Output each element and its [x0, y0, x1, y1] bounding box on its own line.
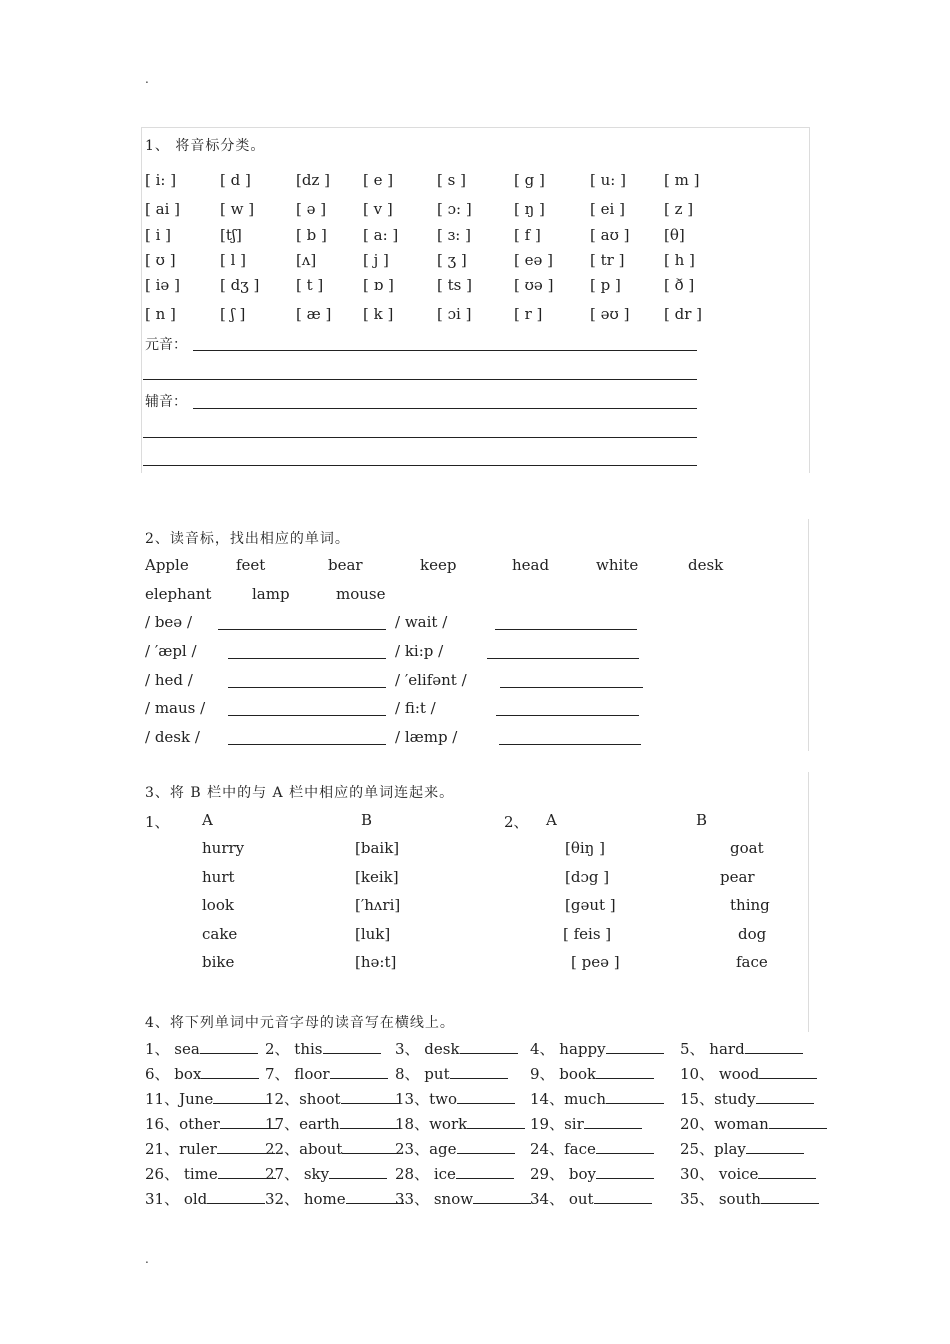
consonant-label: 辅音： — [145, 394, 187, 410]
section1-title: 1、 将音标分类。 — [145, 138, 266, 154]
vowel-fill-item[interactable] — [395, 1063, 508, 1084]
vowel-fill-blank[interactable] — [756, 1089, 814, 1104]
consonant-answer-line-3[interactable] — [143, 465, 697, 466]
vowel-fill-word: 5、 hard — [680, 1040, 745, 1058]
answer-blank[interactable] — [500, 687, 643, 688]
vowel-fill-item[interactable] — [530, 1163, 654, 1184]
vowel-fill-word: 3、 desk — [395, 1040, 460, 1058]
vowel-fill-word: 8、 put — [395, 1065, 450, 1083]
phonetic-symbol: [ ɒ ] — [363, 276, 394, 294]
phonetic-symbol: [ e ] — [363, 171, 394, 189]
vowel-fill-word: 25、play — [680, 1140, 746, 1158]
phonetic-symbol: [ t ] — [296, 276, 324, 294]
vowel-fill-item[interactable] — [395, 1188, 531, 1209]
phonetic-symbol: [ r ] — [514, 305, 543, 323]
vowel-fill-word: 15、study — [680, 1090, 756, 1108]
phonetic-prompt-right: / wait / — [395, 613, 448, 631]
section3-frame — [141, 772, 809, 1032]
group2-word[interactable]: pear — [720, 868, 755, 886]
vowel-fill-item[interactable] — [395, 1138, 515, 1159]
vowel-label: 元音： — [145, 337, 187, 353]
vowel-fill-word: 18、work — [395, 1115, 468, 1133]
vowel-fill-blank[interactable] — [759, 1064, 817, 1079]
group1-phonetic[interactable]: [hə:t] — [355, 953, 397, 971]
vowel-fill-item[interactable] — [680, 1038, 803, 1059]
vowel-fill-word: 1、 sea — [145, 1040, 200, 1058]
word-bank-item: Apple — [145, 556, 189, 574]
group2-word[interactable]: thing — [730, 896, 770, 914]
vowel-fill-word: 10、 wood — [680, 1065, 760, 1083]
vowel-fill-blank[interactable] — [340, 1114, 398, 1129]
phonetic-symbol: [ i ] — [145, 226, 172, 244]
group2-number: 2、 — [504, 813, 529, 831]
vowel-fill-blank[interactable] — [596, 1064, 654, 1079]
vowel-fill-blank[interactable] — [606, 1089, 664, 1104]
vowel-fill-item[interactable] — [265, 1138, 400, 1159]
vowel-fill-blank[interactable] — [329, 1164, 387, 1179]
phonetic-symbol: [ ʒ ] — [437, 251, 467, 269]
vowel-fill-blank[interactable] — [330, 1064, 388, 1079]
vowel-fill-word: 30、 voice — [680, 1165, 759, 1183]
phonetic-symbol: [ s ] — [437, 171, 466, 189]
group2-word[interactable]: goat — [730, 839, 764, 857]
vowel-fill-word: 20、woman — [680, 1115, 769, 1133]
word-bank-item: elephant — [145, 585, 212, 603]
phonetic-symbol: [ əʊ ] — [590, 305, 630, 323]
phonetic-symbol: [ z ] — [664, 200, 694, 218]
vowel-fill-word: 13、two — [395, 1090, 457, 1108]
answer-blank[interactable] — [228, 744, 386, 745]
phonetic-symbol: [ i: ] — [145, 171, 177, 189]
vowel-fill-word: 19、sir — [530, 1115, 584, 1133]
vowel-fill-blank[interactable] — [467, 1114, 525, 1129]
word-bank-item: bear — [328, 556, 363, 574]
consonant-answer-line-2[interactable] — [143, 437, 697, 438]
vowel-fill-word: 2、 this — [265, 1040, 323, 1058]
group2-phonetic[interactable]: [dɔg ] — [565, 868, 610, 886]
phonetic-symbol: [ʌ] — [296, 251, 317, 269]
phonetic-symbol: [ f ] — [514, 226, 541, 244]
phonetic-prompt-left: / desk / — [145, 728, 200, 746]
vowel-fill-item[interactable] — [680, 1188, 819, 1209]
consonant-answer-line-1[interactable] — [193, 408, 697, 409]
vowel-fill-word: 22、about — [265, 1140, 343, 1158]
phonetic-symbol: [dz ] — [296, 171, 330, 189]
vowel-fill-item[interactable] — [265, 1113, 398, 1134]
vowel-fill-blank[interactable] — [769, 1114, 827, 1129]
vowel-fill-word: 6、 box — [145, 1065, 202, 1083]
phonetic-symbol: [ ai ] — [145, 200, 180, 218]
vowel-fill-item[interactable] — [395, 1163, 514, 1184]
phonetic-symbol: [ ɔ: ] — [437, 200, 472, 218]
phonetic-symbol: [ ei ] — [590, 200, 625, 218]
answer-blank[interactable] — [499, 744, 641, 745]
answer-blank[interactable] — [487, 658, 639, 659]
section3-title: 3、将 B 栏中的与 A 栏中相应的单词连起来。 — [145, 785, 455, 801]
vowel-fill-blank[interactable] — [745, 1039, 803, 1054]
phonetic-symbol: [ ŋ ] — [514, 200, 545, 218]
phonetic-symbol: [ h ] — [664, 251, 695, 269]
vowel-fill-word: 29、 boy — [530, 1165, 596, 1183]
vowel-answer-line-1[interactable] — [193, 350, 697, 351]
phonetic-symbol: [ ð ] — [664, 276, 695, 294]
group1-phonetic[interactable]: [′hʌri] — [355, 896, 401, 914]
vowel-fill-word: 24、face — [530, 1140, 596, 1158]
phonetic-symbol: [ v ] — [363, 200, 393, 218]
vowel-fill-blank[interactable] — [456, 1164, 514, 1179]
vowel-fill-word: 21、ruler — [145, 1140, 217, 1158]
group2-phonetic[interactable]: [θiŋ ] — [565, 839, 605, 857]
phonetic-prompt-left: / ′æpl / — [145, 642, 197, 660]
phonetic-symbol: [ m ] — [664, 171, 700, 189]
phonetic-prompt-left: / hed / — [145, 671, 193, 689]
group1-word[interactable]: hurry — [202, 839, 245, 857]
word-bank-item: desk — [688, 556, 724, 574]
vowel-fill-blank[interactable] — [201, 1064, 259, 1079]
word-bank-item: feet — [236, 556, 266, 574]
vowel-fill-word: 31、 old — [145, 1190, 208, 1208]
phonetic-symbol: [ ʊə ] — [514, 276, 554, 294]
vowel-fill-word: 34、 out — [530, 1190, 594, 1208]
word-bank-item: keep — [420, 556, 457, 574]
page-dot-bottom: . — [145, 1252, 149, 1266]
answer-blank[interactable] — [496, 715, 639, 716]
vowel-fill-item[interactable] — [145, 1088, 271, 1109]
vowel-fill-item[interactable] — [145, 1138, 275, 1159]
vowel-fill-item[interactable] — [680, 1088, 814, 1109]
vowel-fill-blank[interactable] — [200, 1039, 258, 1054]
phonetic-symbol: [ ə ] — [296, 200, 327, 218]
vowel-fill-word: 16、other — [145, 1115, 220, 1133]
vowel-fill-word: 17、earth — [265, 1115, 340, 1133]
phonetic-symbol: [ dʒ ] — [220, 276, 260, 294]
phonetic-symbol: [ j ] — [363, 251, 389, 269]
vowel-fill-blank[interactable] — [450, 1064, 508, 1079]
section2-title: 2、读音标，找出相应的单词。 — [145, 531, 350, 547]
vowel-fill-blank[interactable] — [594, 1189, 652, 1204]
group1-word[interactable]: hurt — [202, 868, 235, 886]
phonetic-symbol: [ l ] — [220, 251, 247, 269]
answer-blank[interactable] — [495, 629, 637, 630]
vowel-fill-item[interactable] — [530, 1188, 652, 1209]
phonetic-symbol: [ b ] — [296, 226, 327, 244]
group2-col-a: A — [546, 811, 557, 829]
vowel-fill-item[interactable] — [265, 1188, 404, 1209]
phonetic-symbol: [ k ] — [363, 305, 394, 323]
phonetic-symbol: [ dr ] — [664, 305, 703, 323]
group2-phonetic[interactable]: [ feis ] — [563, 925, 612, 943]
phonetic-symbol: [ iə ] — [145, 276, 180, 294]
vowel-fill-item[interactable] — [145, 1063, 259, 1084]
group1-col-a: A — [202, 811, 213, 829]
group1-phonetic[interactable]: [baik] — [355, 839, 400, 857]
phonetic-symbol: [ w ] — [220, 200, 255, 218]
phonetic-symbol: [ g ] — [514, 171, 545, 189]
vowel-fill-blank[interactable] — [758, 1164, 816, 1179]
vowel-fill-item[interactable] — [395, 1038, 518, 1059]
phonetic-symbol: [ tr ] — [590, 251, 625, 269]
group1-col-b: B — [361, 811, 373, 829]
phonetic-prompt-right: / læmp / — [395, 728, 458, 746]
vowel-fill-item[interactable] — [530, 1138, 654, 1159]
vowel-answer-line-2[interactable] — [143, 379, 697, 380]
phonetic-symbol: [ ʃ ] — [220, 305, 246, 323]
vowel-fill-item[interactable] — [395, 1088, 515, 1109]
phonetic-symbol: [ ts ] — [437, 276, 472, 294]
vowel-fill-blank[interactable] — [596, 1164, 654, 1179]
vowel-fill-word: 7、 floor — [265, 1065, 330, 1083]
word-bank-item: lamp — [252, 585, 290, 603]
vowel-fill-word: 11、June — [145, 1090, 214, 1108]
phonetic-symbol: [ ɜ: ] — [437, 226, 471, 244]
vowel-fill-blank[interactable] — [457, 1089, 515, 1104]
group1-word[interactable]: cake — [202, 925, 238, 943]
phonetic-symbol: [ p ] — [590, 276, 621, 294]
phonetic-symbol: [ d ] — [220, 171, 251, 189]
vowel-fill-item[interactable] — [680, 1063, 817, 1084]
phonetic-symbol: [ n ] — [145, 305, 176, 323]
section2-frame — [141, 519, 809, 751]
vowel-fill-item[interactable] — [680, 1163, 816, 1184]
vowel-fill-item[interactable] — [530, 1088, 664, 1109]
vowel-fill-word: 14、much — [530, 1090, 607, 1108]
phonetic-symbol: [ ʊ ] — [145, 251, 176, 269]
word-bank-item: head — [512, 556, 550, 574]
vowel-fill-blank[interactable] — [473, 1189, 531, 1204]
vowel-fill-word: 32、 home — [265, 1190, 346, 1208]
group1-phonetic[interactable]: [luk] — [355, 925, 391, 943]
vowel-fill-word: 9、 book — [530, 1065, 597, 1083]
group1-word[interactable]: bike — [202, 953, 235, 971]
phonetic-symbol: [ a: ] — [363, 226, 399, 244]
phonetic-prompt-right: / ki:p / — [395, 642, 444, 660]
vowel-fill-word: 33、 snow — [395, 1190, 474, 1208]
phonetic-symbol: [ ɔi ] — [437, 305, 472, 323]
page-dot-top: . — [145, 72, 149, 86]
vowel-fill-item[interactable] — [395, 1113, 525, 1134]
vowel-fill-item[interactable] — [265, 1088, 399, 1109]
phonetic-prompt-left: / maus / — [145, 699, 206, 717]
vowel-fill-blank[interactable] — [746, 1139, 804, 1154]
vowel-fill-item[interactable] — [265, 1038, 381, 1059]
vowel-fill-item[interactable] — [145, 1188, 265, 1209]
phonetic-symbol: [tʃ] — [220, 226, 242, 244]
answer-blank[interactable] — [228, 715, 386, 716]
section4-title: 4、将下列单词中元音字母的读音写在横线上。 — [145, 1015, 455, 1031]
vowel-fill-blank[interactable] — [460, 1039, 518, 1054]
vowel-fill-blank[interactable] — [341, 1089, 399, 1104]
vowel-fill-item[interactable] — [530, 1038, 664, 1059]
vowel-fill-blank[interactable] — [207, 1189, 265, 1204]
vowel-fill-word: 4、 happy — [530, 1040, 606, 1058]
vowel-fill-word: 35、 south — [680, 1190, 761, 1208]
phonetic-symbol: [ æ ] — [296, 305, 332, 323]
phonetic-prompt-right: / fi:t / — [395, 699, 436, 717]
phonetic-symbol: [ u: ] — [590, 171, 626, 189]
vowel-fill-item[interactable] — [145, 1038, 258, 1059]
group2-word[interactable]: dog — [738, 925, 767, 943]
group2-phonetic[interactable]: [gəut ] — [565, 896, 616, 914]
vowel-fill-word: 12、shoot — [265, 1090, 341, 1108]
vowel-fill-blank[interactable] — [606, 1039, 664, 1054]
vowel-fill-item[interactable] — [265, 1163, 387, 1184]
word-bank-item: mouse — [336, 585, 386, 603]
vowel-fill-blank[interactable] — [342, 1139, 400, 1154]
vowel-fill-item[interactable] — [265, 1063, 388, 1084]
group2-col-b: B — [696, 811, 708, 829]
vowel-fill-word: 28、 ice — [395, 1165, 456, 1183]
group2-word[interactable]: face — [736, 953, 768, 971]
vowel-fill-blank[interactable] — [323, 1039, 381, 1054]
answer-blank[interactable] — [218, 629, 386, 630]
answer-blank[interactable] — [228, 687, 386, 688]
answer-blank[interactable] — [228, 658, 386, 659]
group2-phonetic[interactable]: [ peə ] — [571, 953, 620, 971]
vowel-fill-blank[interactable] — [761, 1189, 819, 1204]
vowel-fill-item[interactable] — [530, 1063, 654, 1084]
vowel-fill-item[interactable] — [145, 1113, 278, 1134]
phonetic-symbol: [ eə ] — [514, 251, 553, 269]
phonetic-prompt-right: / ′elifənt / — [395, 671, 467, 689]
word-bank-item: white — [596, 556, 639, 574]
vowel-fill-blank[interactable] — [213, 1089, 271, 1104]
phonetic-symbol: [θ] — [664, 226, 685, 244]
vowel-fill-item[interactable] — [680, 1113, 827, 1134]
vowel-fill-blank[interactable] — [584, 1114, 642, 1129]
vowel-fill-item[interactable] — [530, 1113, 642, 1134]
group1-word[interactable]: look — [202, 896, 234, 914]
vowel-fill-blank[interactable] — [596, 1139, 654, 1154]
vowel-fill-word: 23、age — [395, 1140, 457, 1158]
vowel-fill-word: 27、 sky — [265, 1165, 330, 1183]
vowel-fill-item[interactable] — [145, 1163, 276, 1184]
vowel-fill-item[interactable] — [680, 1138, 804, 1159]
group1-phonetic[interactable]: [keik] — [355, 868, 399, 886]
group1-number: 1、 — [145, 813, 170, 831]
vowel-fill-blank[interactable] — [457, 1139, 515, 1154]
phonetic-symbol: [ aʊ ] — [590, 226, 630, 244]
phonetic-prompt-left: / beə / — [145, 613, 192, 631]
vowel-fill-word: 26、 time — [145, 1165, 218, 1183]
